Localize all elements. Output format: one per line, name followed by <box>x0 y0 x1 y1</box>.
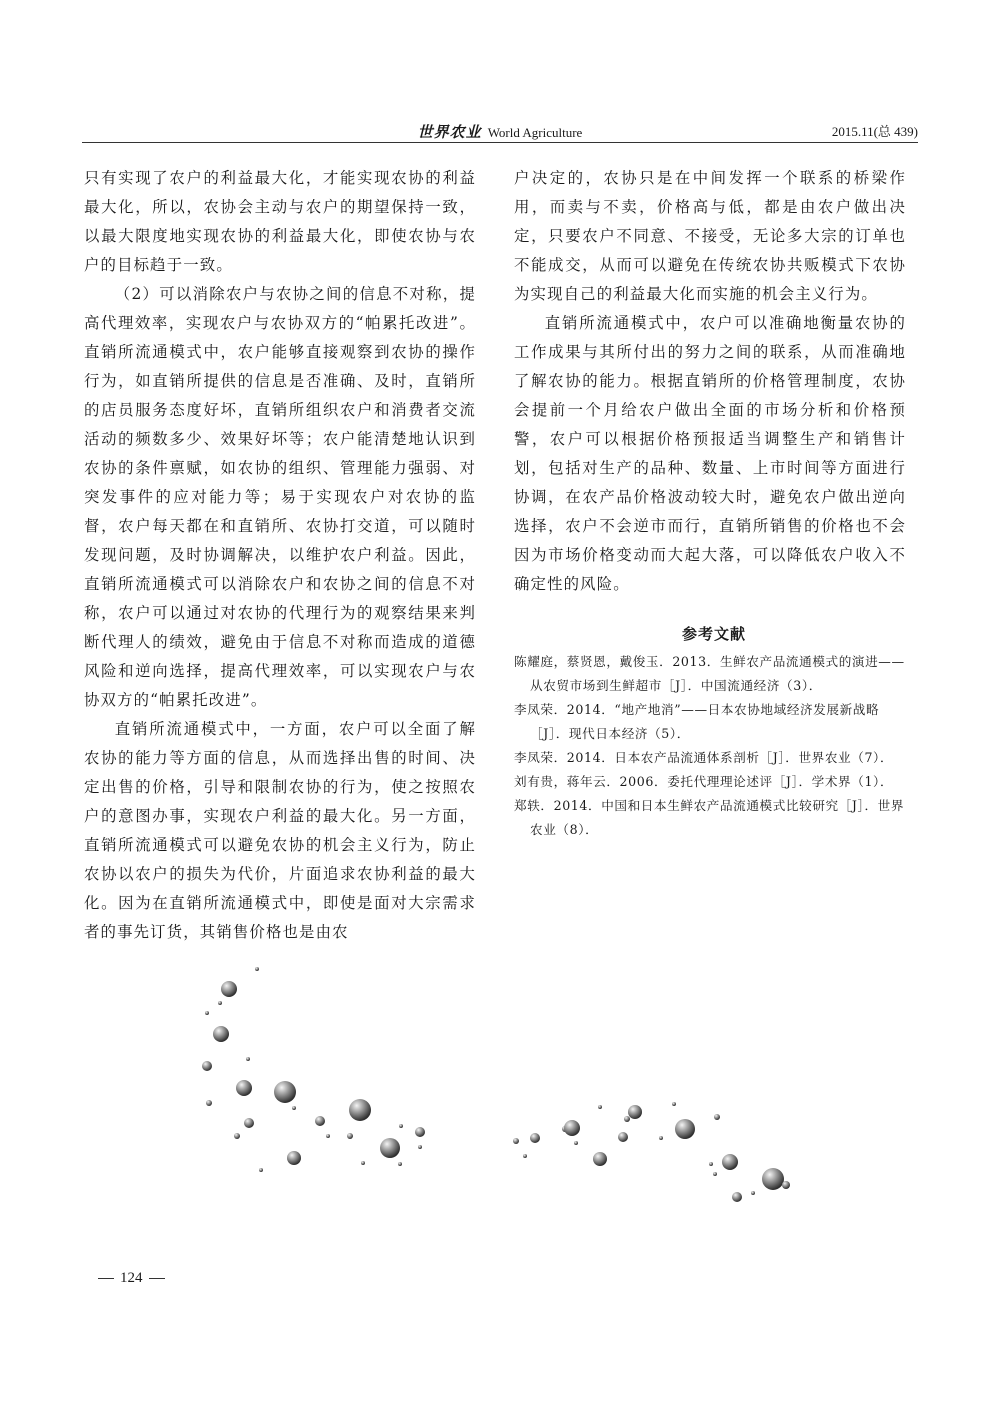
bubble <box>205 1011 209 1015</box>
bubble <box>347 1133 353 1139</box>
bubble <box>380 1138 400 1158</box>
bubble <box>782 1181 790 1189</box>
bubble <box>574 1141 578 1145</box>
bubble <box>326 1134 330 1138</box>
bubble <box>709 1162 713 1166</box>
issue-number: 2015.11(总 439) <box>831 124 918 139</box>
bubble <box>399 1124 403 1128</box>
bubble <box>722 1154 738 1170</box>
bubble <box>418 1145 422 1149</box>
bubble <box>292 1106 296 1110</box>
paragraph: 直销所流通模式中，一方面，农户可以全面了解农协的能力等方面的信息，从而选择出售的时间、决定出售的价格，引导和限制农协的行为，使之按照农户的意图办事，实现农户利益的最大化。另一方面，直销所流通模式可以避免农协的机会主义行为，防止农协以农户的损失为代价，片面追求农协利益的最大化。因为在直销所流通模式中，即使是面对大宗需求者的事先订货，其销售价格也是由农 <box>84 720 476 941</box>
left-column <box>84 164 476 947</box>
paragraph: 户决定的，农协只是在中间发挥一个联系的桥梁作用，而卖与不卖，价格高与低，都是由农户做出决定，只要农户不同意、不接受，无论多大宗的订单也不能成交，从而可以避免在传统农协共贩模式下农协为实现自己的利益最大化而实施的机会主义行为。 <box>514 169 906 303</box>
page-footer <box>92 1270 171 1287</box>
bubble <box>361 1161 365 1165</box>
bubble <box>624 1116 630 1122</box>
bubble <box>672 1102 676 1106</box>
bubble <box>398 1162 402 1166</box>
bubble <box>236 1080 252 1096</box>
paragraph: 直销所流通模式中，农户可以准确地衡量农协的工作成果与其所付出的努力之间的联系，从而准确地了解农协的能力。根据直销所的价格管理制度，农协会提前一个月给农户做出全面的市场分析和价格预警，农户可以根据价格预报适当调整生产和销售计划，包括对生产的品种、数量、上市时间等方面进行协调，在农产品价格波动较大时，避免农户做出逆向选择，农户不会逆市而行，直销所销售的价格也不会因为市场价格变动而大起大落，可以降低农户收入不确定性的风险。 <box>514 314 906 593</box>
reference-item: 郑轶．2014．中国和日本生鲜农产品流通模式比较研究［J］．世界农业（8）． <box>514 798 905 837</box>
reference-item: 李凤荣．2014．“地产地消”——日本农协地域经济发展新战略［J］．现代日本经济（5）． <box>514 702 880 741</box>
bubble <box>751 1191 755 1195</box>
reference-item: 李凤荣．2014．日本农产品流通体系剖析［J］．世界农业（7）． <box>514 750 894 765</box>
bubble <box>246 1057 250 1061</box>
bubble <box>523 1154 527 1158</box>
bubble <box>598 1105 602 1109</box>
footer-dash-left <box>98 1278 114 1279</box>
journal-logo-cn: 世界农业 <box>417 123 482 141</box>
bubble <box>659 1136 663 1140</box>
paragraph: （2）可以消除农户与农协之间的信息不对称，提高代理效率，实现农户与农协双方的“帕累托改进”。直销所流通模式中，农户能够直接观察到农协的操作行为，如直销所提供的信息是否准确、及时，直销所的店员服务态度好坏，直销所组织农户和消费者交流活动的频数多少、效果好坏等；农户能清楚地认识到农协的条件禀赋，如农协的组织、管理能力强弱、对突发事件的应对能力等；易于实现农户对农协的监督，农户每天都在和直销所、农协打交道，可以随时发现问题，及时协调解决，以维护农户利益。因此，直销所流通模式可以消除农户和农协之间的信息不对称，农户可以通过对农协的代理行为的观察结果来判断代理人的绩效，避免由于信息不对称而造成的道德风险和逆向选择，提高代理效率，可以实现农户与农协双方的“帕累托改进”。 <box>84 285 476 709</box>
references-heading: 参考文献 <box>681 625 746 643</box>
journal-name-en: World Agriculture <box>487 125 583 140</box>
right-column <box>514 164 906 599</box>
bubble <box>234 1133 240 1139</box>
running-header <box>82 118 918 140</box>
bubble <box>732 1192 742 1202</box>
references-section <box>514 623 914 842</box>
bubble <box>513 1138 519 1144</box>
bubble <box>255 967 259 971</box>
bubble <box>628 1105 642 1119</box>
bubble <box>762 1168 784 1190</box>
bubble <box>714 1114 720 1120</box>
bubble <box>713 1172 717 1176</box>
bubble <box>274 1081 296 1103</box>
bubble <box>564 1120 580 1136</box>
bubble <box>202 1061 212 1071</box>
reference-item: 陈耀庭，蔡贤恩，戴俊玉．2013．生鲜农产品流通模式的演进——从农贸市场到生鲜超市［J］．中国流通经济（3）． <box>514 654 905 693</box>
bubble <box>259 1168 263 1172</box>
page-number: 124 <box>120 1270 143 1286</box>
bubble <box>530 1133 540 1143</box>
bubble <box>618 1132 628 1142</box>
header-rule <box>82 142 918 143</box>
bubble <box>415 1127 425 1137</box>
bubble <box>244 1118 254 1128</box>
bubble <box>218 1001 222 1005</box>
bubble <box>349 1099 371 1121</box>
journal-title <box>82 121 918 142</box>
bubble <box>315 1116 325 1126</box>
bubble <box>675 1119 695 1139</box>
decorative-bubbles <box>180 955 820 1215</box>
bubble <box>206 1100 212 1106</box>
paragraph: 只有实现了农户的利益最大化，才能实现农协的利益最大化，所以，农协会主动与农户的期望保持一致，以最大限度地实现农协的利益最大化，即使农协与农户的目标趋于一致。 <box>84 169 476 274</box>
footer-dash-right <box>149 1278 165 1279</box>
reference-item: 刘有贵，蒋年云．2006．委托代理理论述评［J］．学术界（1）． <box>514 774 894 789</box>
bubble <box>287 1151 301 1165</box>
bubble <box>213 1026 229 1042</box>
bubble <box>593 1152 607 1166</box>
bubble <box>221 981 237 997</box>
